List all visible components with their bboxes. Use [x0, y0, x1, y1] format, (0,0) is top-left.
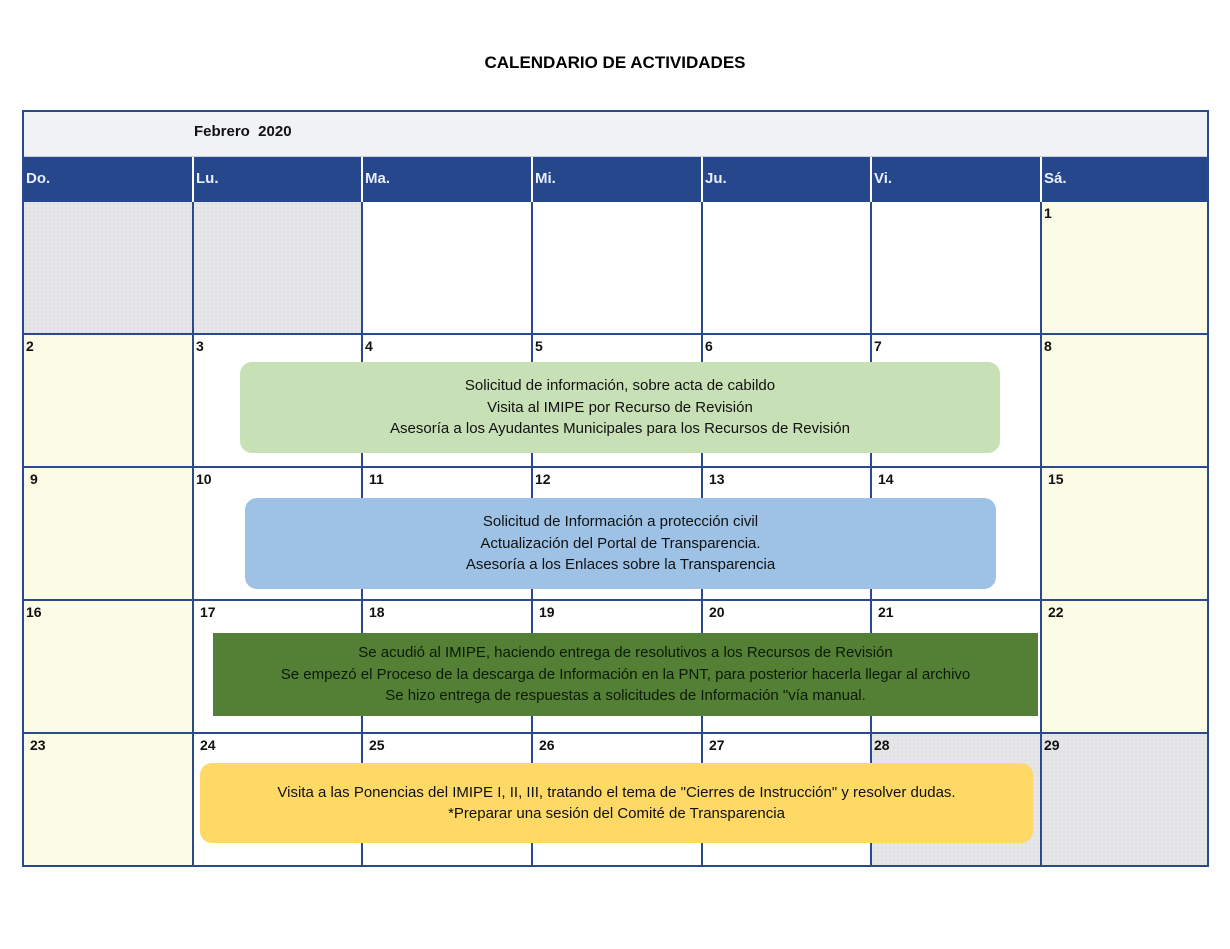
event-banner-week-3[interactable] — [245, 498, 996, 589]
day-cell[interactable] — [1042, 468, 1207, 601]
month-label: Febrero 2020 — [194, 123, 292, 140]
event-banner-week-5[interactable] — [200, 763, 1033, 843]
day-cell-empty — [872, 202, 1042, 335]
event-line: Visita al IMIPE por Recurso de Revisión — [487, 398, 753, 416]
weekday-header-friday: Vi. — [874, 170, 893, 187]
day-cell[interactable] — [24, 335, 194, 468]
date-number: 13 — [709, 471, 725, 487]
event-line: Solicitud de información, sobre acta de cabildo — [464, 377, 776, 395]
day-cell[interactable] — [1042, 202, 1207, 335]
date-number: 21 — [878, 604, 894, 620]
event-banner-week-4[interactable] — [213, 633, 1038, 716]
date-number: 16 — [26, 604, 42, 620]
day-cell-empty — [24, 202, 194, 335]
month-bar — [24, 112, 1207, 157]
date-number: 6 — [705, 338, 713, 354]
day-cell-empty — [363, 202, 533, 335]
date-number: 7 — [874, 338, 882, 354]
event-line: *Preparar una sesión del Comité de Transparencia — [448, 805, 785, 822]
weekday-header-sunday: Do. — [26, 170, 51, 187]
date-number: 23 — [30, 737, 46, 753]
date-number: 9 — [30, 471, 38, 487]
event-line: Asesoría a los Enlaces sobre la Transparencia — [465, 556, 776, 574]
date-number: 19 — [539, 604, 555, 620]
event-line: Solicitud de Información a protección civil — [482, 513, 759, 531]
date-number: 2 — [26, 338, 34, 354]
weekday-header-monday: Lu. — [196, 170, 219, 187]
event-line: Se acudió al IMIPE, haciendo entrega de resolutivos a los Recursos de Revisión — [358, 644, 893, 662]
date-number: 29 — [1044, 737, 1060, 753]
day-cell[interactable] — [1042, 335, 1207, 468]
page-title: CALENDARIO DE ACTIVIDADES — [484, 53, 746, 72]
day-cell-empty — [533, 202, 703, 335]
calendar — [22, 110, 1209, 867]
event-line: Actualización del Portal de Transparencia. — [480, 534, 761, 552]
date-number: 12 — [535, 471, 551, 487]
date-number: 4 — [365, 338, 373, 354]
date-number: 1 — [1044, 205, 1052, 221]
event-banner-week-2[interactable] — [240, 362, 1000, 453]
date-number: 20 — [709, 604, 725, 620]
date-number: 10 — [196, 471, 212, 487]
event-line: Visita a las Ponencias del IMIPE I, II, III, tratando el tema de "Cierres de Instrucción" y resolver dudas. — [277, 783, 956, 801]
date-number: 24 — [200, 737, 216, 753]
day-cell[interactable] — [24, 601, 194, 734]
date-number: 11 — [369, 471, 384, 487]
weekday-header-tuesday: Ma. — [365, 170, 391, 187]
date-number: 17 — [200, 604, 216, 620]
date-number: 18 — [369, 604, 385, 620]
day-cell-empty — [194, 202, 363, 335]
date-number: 22 — [1048, 604, 1064, 620]
date-number: 14 — [878, 471, 894, 487]
event-line: Se empezó el Proceso de la descarga de Información en la PNT, para posterior hacerla llegar al archivo — [280, 665, 971, 683]
weekday-header-row — [24, 157, 1207, 202]
day-cell[interactable] — [1042, 601, 1207, 734]
date-number: 26 — [539, 737, 555, 753]
weekday-header-thursday: Ju. — [705, 170, 727, 187]
date-number: 28 — [874, 737, 890, 753]
day-cell[interactable] — [1042, 734, 1207, 865]
date-number: 15 — [1048, 471, 1064, 487]
date-number: 5 — [535, 338, 543, 354]
weekday-header-saturday: Sá. — [1044, 170, 1067, 187]
day-cell[interactable] — [24, 734, 194, 865]
date-number: 25 — [369, 737, 385, 753]
date-number: 8 — [1044, 338, 1052, 354]
event-line: Se hizo entrega de respuestas a solicitudes de Información "vía manual. — [385, 687, 866, 705]
weekday-header-wednesday: Mi. — [535, 170, 556, 187]
date-number: 3 — [196, 338, 204, 354]
event-line: Asesoría a los Ayudantes Municipales para los Recursos de Revisión — [390, 420, 850, 438]
date-number: 27 — [709, 737, 725, 753]
day-cell[interactable] — [24, 468, 194, 601]
day-cell-empty — [703, 202, 872, 335]
